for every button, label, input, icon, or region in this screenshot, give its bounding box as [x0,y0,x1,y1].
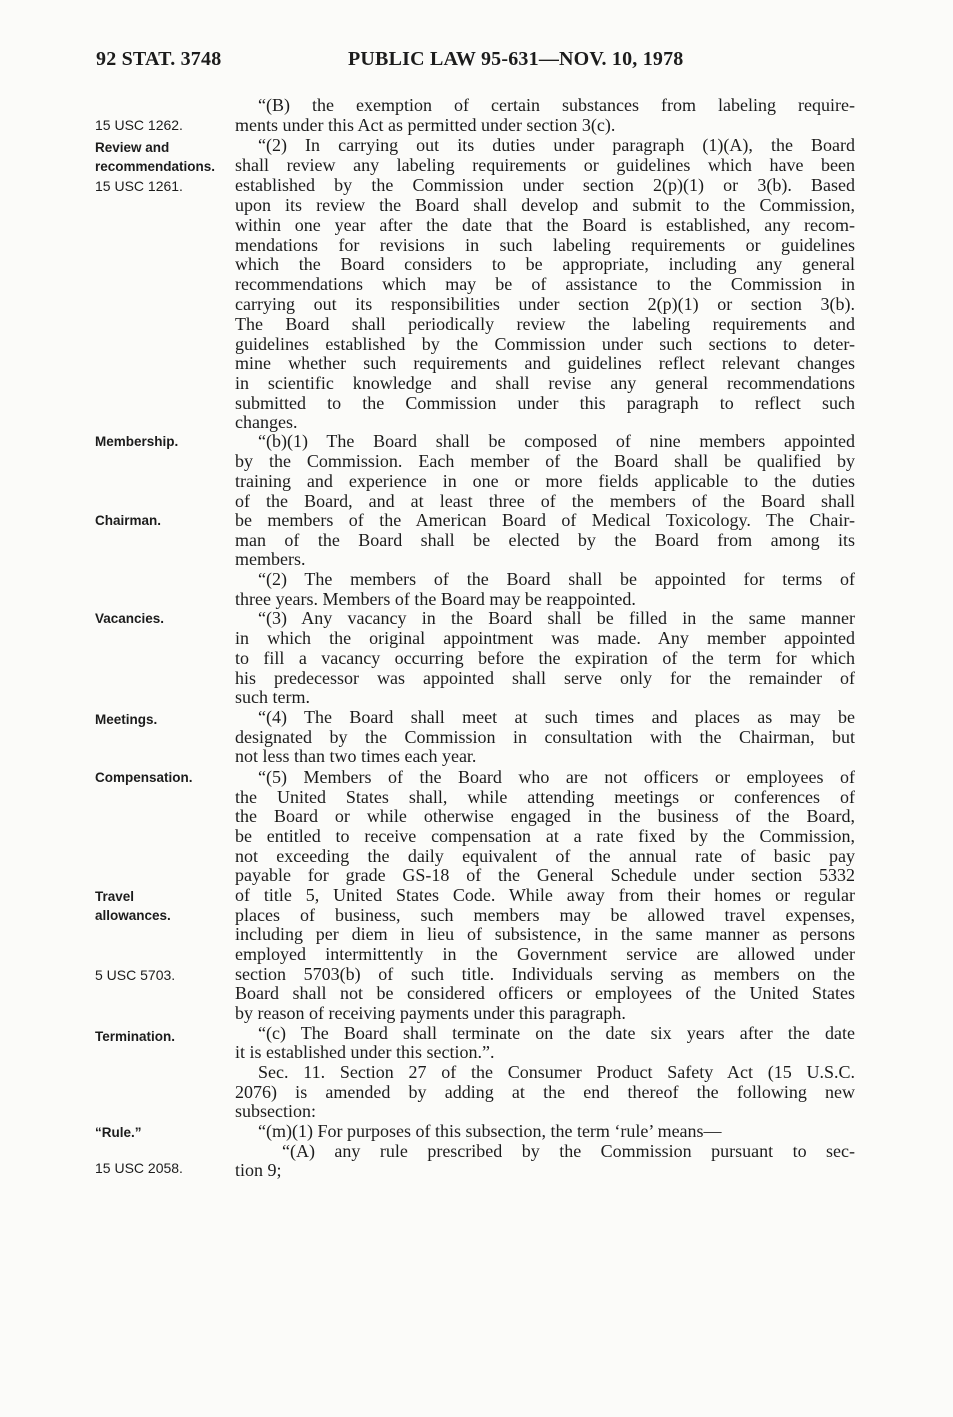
text-line: section 5703(b) of such title. Individuals serving as members on the [235,965,855,984]
text-line: carrying out its responsibilities under section 2(p)(1) or section 3(b). [235,295,855,314]
text-line: guidelines established by the Commission under such sections to deter- [235,335,855,354]
margin-note-citation: 15 USC 1262. [95,117,183,133]
text-line: not less than two times each year. [235,747,477,766]
text-line: recommendations which may be of assistance to the Commission in [235,275,855,294]
text-line: which the Board considers to be appropriate, including any general [235,255,855,274]
text-line: “(3) Any vacancy in the Board shall be filled in the same manner [258,609,855,628]
text-line: submitted to the Commission under this paragraph to reflect such [235,394,855,413]
margin-note-citation: 5 USC 5703. [95,967,176,983]
text-line: of title 5, United States Code. While away from their homes or regular [235,886,855,905]
text-line: the Board or while otherwise engaged in the business of the Board, [235,807,855,826]
text-line: three years. Members of the Board may be reappointed. [235,590,636,609]
margin-note: “Rule.” [95,1125,142,1140]
page-stat-number: 92 STAT. 3748 [96,48,222,70]
text-line: 2076) is amended by adding at the end thereof the following new [235,1083,855,1102]
text-line: mendations for revisions in such labeling requirements or guidelines [235,236,855,255]
margin-note: Termination. [95,1029,176,1044]
text-line: “(2) In carrying out its duties under paragraph (1)(A), the Board [258,136,855,155]
margin-note: recommendations. [95,159,216,174]
text-line: it is established under this section.”. [235,1043,495,1062]
margin-note: Travel [95,889,135,904]
text-line: by the Commission. Each member of the Board shall be qualified by [235,452,855,471]
text-line: subsection: [235,1102,316,1121]
text-line: “(4) The Board shall meet at such times and places as may be [258,708,855,727]
text-line: shall review any labeling requirements or guidelines which have been [235,156,855,175]
text-line: man of the Board shall be elected by the Board from among its [235,531,855,550]
text-line: including per diem in lieu of subsistence, in the same manner as persons [235,925,855,944]
text-line: in scientific knowledge and shall revise any general recommendations [235,374,855,393]
text-line: ments under this Act as permitted under section 3(c). [235,116,616,135]
margin-note: Membership. [95,434,179,449]
text-line: upon its review the Board shall develop and submit to the Commission, [235,196,855,215]
text-line: “(m)(1) For purposes of this subsection, the term ‘rule’ means— [258,1122,722,1141]
text-line: by reason of receiving payments under this paragraph. [235,1004,626,1023]
text-line: be entitled to receive compensation at a rate fixed by the Commission, [235,827,855,846]
text-line: changes. [235,413,298,432]
running-head: PUBLIC LAW 95-631—NOV. 10, 1978 [348,48,684,70]
text-line: employed intermittently in the Government service are allowed under [235,945,855,964]
text-line: “(5) Members of the Board who are not officers or employees of [258,768,855,787]
text-line: the United States shall, while attending meetings or conferences of [235,788,855,807]
text-line: mine whether such requirements and guidelines reflect relevant changes [235,354,855,373]
margin-note-citation: 15 USC 2058. [95,1160,183,1176]
text-line: of the Board, and at least three of the members of the Board shall [235,492,855,511]
margin-note: Vacancies. [95,611,165,626]
text-line: “(b)(1) The Board shall be composed of nine members appointed [258,432,855,451]
margin-note: Meetings. [95,712,158,727]
text-line: “(A) any rule prescribed by the Commission pursuant to sec- [282,1142,855,1161]
text-line: such term. [235,688,310,707]
text-line: The Board shall periodically review the labeling requirements and [235,315,855,334]
text-line: “(B) the exemption of certain substances from labeling require- [258,96,855,115]
text-line: to fill a vacancy occurring before the expiration of the term for which [235,649,855,668]
text-line: members. [235,550,306,569]
text-line: within one year after the date that the Board is established, any recom- [235,216,855,235]
margin-note: allowances. [95,908,171,923]
text-line: designated by the Commission in consultation with the Chairman, but [235,728,855,747]
text-line: “(2) The members of the Board shall be appointed for terms of [258,570,855,589]
text-line: Board shall not be considered officers or employees of the United States [235,984,855,1003]
margin-note: Compensation. [95,770,193,785]
text-line: “(c) The Board shall terminate on the date six years after the date [258,1024,855,1043]
text-line: his predecessor was appointed shall serve only for the remainder of [235,669,855,688]
text-line: tion 9; [235,1161,282,1180]
text-line: payable for grade GS-18 of the General Schedule under section 5332 [235,866,855,885]
text-line: in which the original appointment was made. Any member appointed [235,629,855,648]
text-line: be members of the American Board of Medical Toxicology. The Chair- [235,511,855,530]
text-line: places of business, such members may be allowed travel expenses, [235,906,855,925]
margin-note-citation: 15 USC 1261. [95,178,183,194]
text-line: training and experience in one or more fields applicable to the duties [235,472,855,491]
text-line: established by the Commission under section 2(p)(1) or 3(b). Based [235,176,855,195]
margin-note: Chairman. [95,513,162,528]
text-line: not exceeding the daily equivalent of the annual rate of basic pay [235,847,855,866]
margin-note: Review and [95,140,170,155]
text-line: Sec. 11. Section 27 of the Consumer Product Safety Act (15 U.S.C. [258,1063,855,1082]
